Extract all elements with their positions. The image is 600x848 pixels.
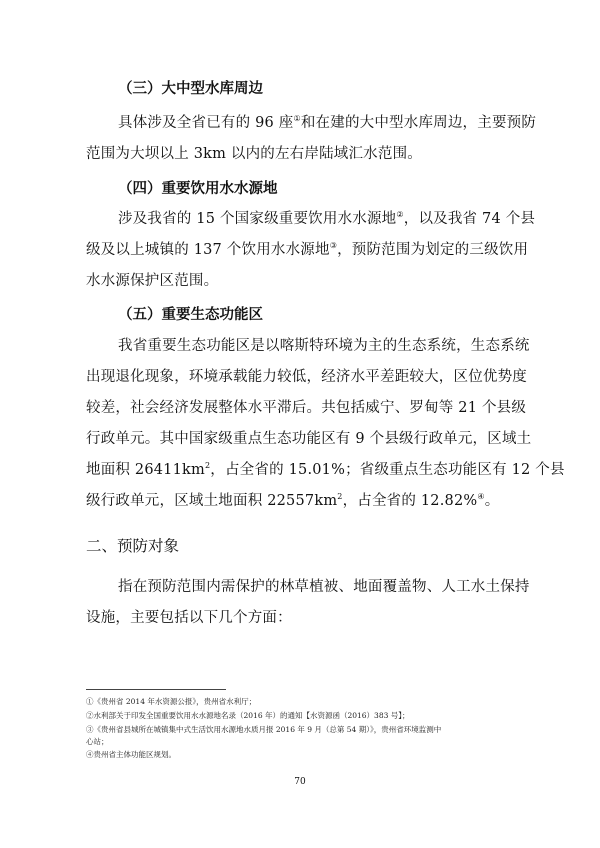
section-5-line-4: 行政单元。其中国家级重点生态功能区有 9 个县级行政单元，区域土 xyxy=(86,431,532,447)
footnote-divider xyxy=(86,689,226,690)
section-4-heading: （四）重要饮用水水源地 xyxy=(118,181,278,197)
footnote-ref-3: ③ xyxy=(329,241,338,251)
section-4-line-1: 涉及我省的 15 个国家级重要饮用水水源地②，以及我省 74 个县 xyxy=(118,210,536,227)
section-4-line-3: 水水源保护区范围。 xyxy=(86,273,219,289)
section-5-line-6: 级行政单元，区域土地面积 $22557km^2$，占全省的 12.82%④。 xyxy=(86,492,500,509)
footnote-ref-2: ② xyxy=(396,210,404,220)
footnote-ref-4: ④ xyxy=(477,492,485,502)
page-number: 70 xyxy=(294,777,306,787)
footnote-3: ③《贵州省县城所在城镇集中式生活饮用水源地水质月报 2016 年 9 月（总第 54 期）》，贵州省环境监测中 xyxy=(86,725,442,734)
section-5-line-2: 出现退化现象，环境承载能力较低，经济水平差距较大，区位优势度 xyxy=(86,369,527,385)
footnote-ref-1: ① xyxy=(293,114,301,124)
footnote-2: ②水利部关于印发全国重要饮用水水源地名录（2016 年）的通知【水资源函（2016）383 号】； xyxy=(86,711,410,720)
footnote-3-cont: 心站； xyxy=(86,737,109,746)
section-5-line-3: 较差，社会经济发展整体水平滞后。共包括威宁、罗甸等 21 个县级 xyxy=(86,400,527,416)
section-5-heading: （五）重要生态功能区 xyxy=(118,307,263,323)
part-2-heading: 二、预防对象 xyxy=(86,537,180,555)
section-4-line-2: 级及以上城镇的 137 个饮用水水源地③，预防范围为划定的三级饮用 xyxy=(86,241,529,258)
part-2-line-2: 设施，主要包括以下几个方面： xyxy=(86,610,292,626)
section-3-heading: （三）大中型水库周边 xyxy=(118,81,263,97)
footnote-1: ①《贵州省 2014 年水资源公报》，贵州省水利厅； xyxy=(86,697,257,706)
section-5-line-5: 地面积 $26411km^2$，占全省的 15.01%；省级重点生态功能区有 12 个县 xyxy=(86,461,565,478)
footnote-4: ④贵州省主体功能区规划。 xyxy=(86,750,176,759)
section-3-line-2: 范围为大坝以上 3km 以内的左右岸陆域汇水范围。 xyxy=(86,146,422,162)
part-2-line-1: 指在预防范围内需保护的林草植被、地面覆盖物、人工水土保持 xyxy=(118,579,530,595)
section-3-line-1: 具体涉及全省已有的 96 座①和在建的大中型水库周边，主要预防 xyxy=(118,114,537,131)
section-5-line-1: 我省重要生态功能区是以喀斯特环境为主的生态系统，生态系统 xyxy=(118,338,530,354)
